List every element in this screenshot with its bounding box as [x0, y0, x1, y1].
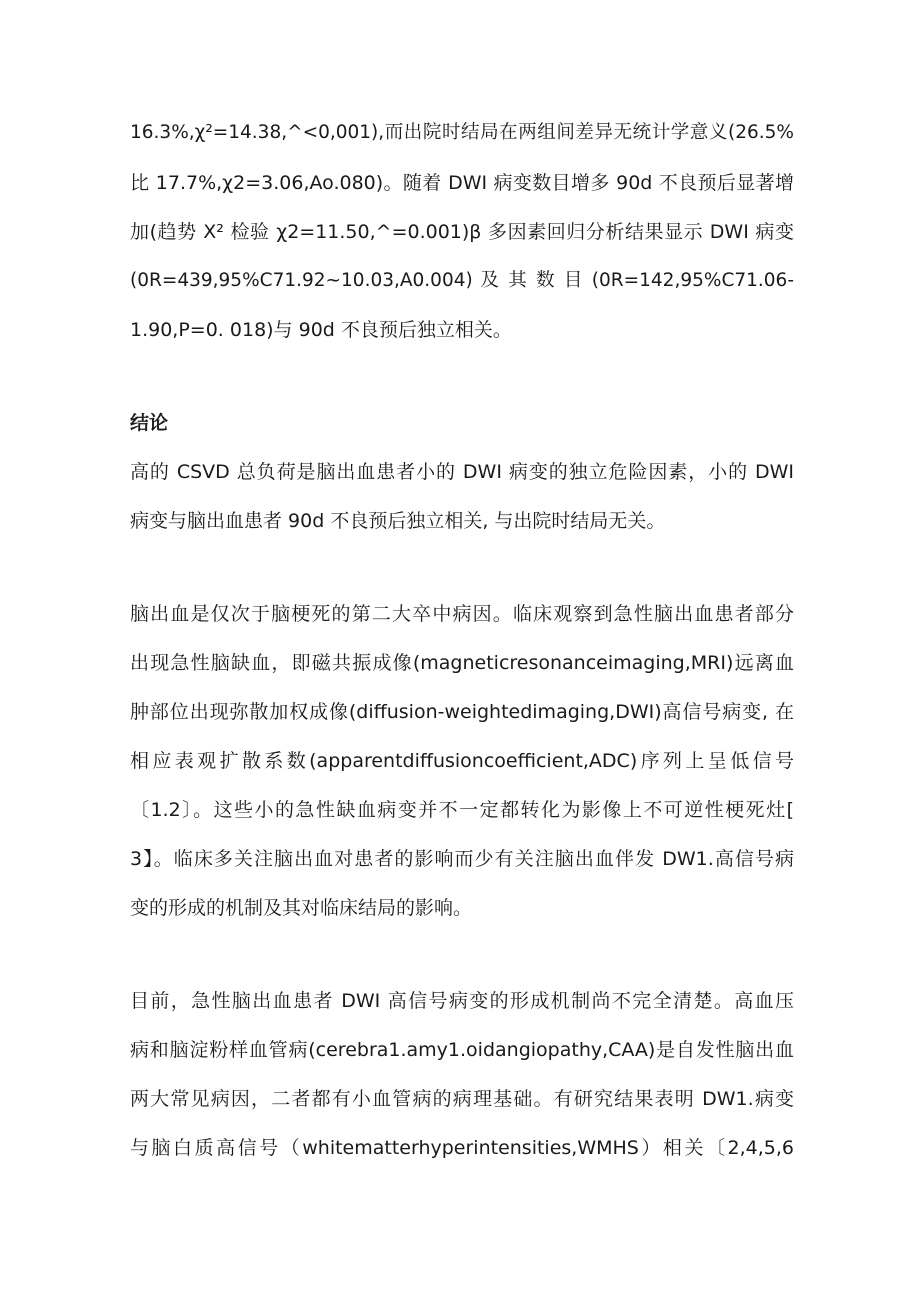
conclusion-heading: 结论	[130, 412, 169, 434]
mechanism-line-3: 两大常见病因，二者都有小血管病的病理基础。有研究结果表明 DW1.病变	[130, 1088, 794, 1110]
intro-line-5: 〔1.2〕。这些小的急性缺血病变并不一定都转化为影像上不可逆性梗死灶[	[130, 799, 794, 821]
results-line-1: 16.3%,χ²=14.38,^<0,001),而出院时结局在两组间差异无统计学意义(26.5%	[130, 122, 794, 143]
intro-line-3: 肿部位出现弥散加权成像(diffusion-weightedimaging,DWI)高信号病变, 在	[130, 701, 794, 723]
results-line-2: 比 17.7%,χ2=3.06,Ao.080)。随着 DWI 病变数目增多 90d 不良预后显著增	[130, 172, 794, 194]
mechanism-line-1: 目前，急性脑出血患者 DWI 高信号病变的形成机制尚不完全清楚。高血压	[130, 990, 794, 1012]
results-line-3: 加(趋势 X² 检验 χ2=11.50,^=0.001)β 多因素回归分析结果显示 DWI 病变	[130, 221, 794, 243]
intro-line-6: 3】。临床多关注脑出血对患者的影响而少有关注脑出血伴发 DW1.高信号病	[130, 848, 794, 870]
intro-line-2: 出现急性脑缺血，即磁共振成像(magneticresonanceimaging,MRI)远离血	[130, 652, 794, 674]
results-line-5: 1.90,P=0. 018)与 90d 不良预后独立相关。	[130, 319, 512, 341]
intro-line-4: 相应表观扩散系数(apparentdiffusioncoefficient,ADC)序列上呈低信号	[130, 750, 794, 772]
mechanism-line-4: 与脑白质高信号（whitematterhyperintensities,WMHS）相关〔2,4,5,6	[130, 1137, 794, 1159]
intro-line-1: 脑出血是仅次于脑梗死的第二大卒中病因。临床观察到急性脑出血患者部分	[130, 603, 794, 625]
conclusion-line-2: 病变与脑出血患者 90d 不良预后独立相关, 与出院时结局无关。	[130, 510, 666, 532]
intro-line-7: 变的形成的机制及其对临床结局的影响。	[130, 897, 473, 919]
results-line-4: (0R=439,95%C71.92~10.03,A0.004) 及 其 数 目 (0R=142,95%C71.06-	[130, 270, 794, 291]
conclusion-line-1: 高的 CSVD 总负荷是脑出血患者小的 DWI 病变的独立危险因素，小的 DWI	[130, 461, 794, 483]
mechanism-line-2: 病和脑淀粉样血管病(cerebra1.amy1.oidangiopathy,CAA)是自发性脑出血	[130, 1039, 794, 1061]
